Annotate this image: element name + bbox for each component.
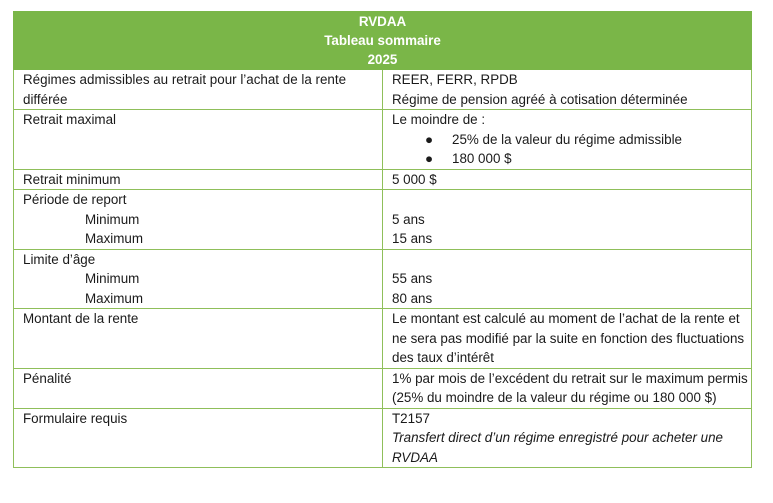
row-value: [383, 408, 752, 468]
table-row: [14, 249, 752, 309]
row-value: [383, 249, 752, 309]
row-label: Montant de la rente: [14, 309, 383, 369]
row-label: [14, 190, 383, 250]
age-min-label: Minimum: [85, 271, 140, 286]
row-value: [383, 70, 752, 110]
list-item-text: 25% de la valeur du régime admissible: [452, 131, 682, 147]
row-label: Régimes admissibles au retrait pour l’achat de la rente différée: [14, 70, 383, 110]
bullet-icon: ●: [425, 151, 434, 166]
table-header: [14, 12, 752, 70]
form-number: T2157: [392, 410, 430, 426]
row-value: Le montant est calculé au moment de l’achat de la rente et ne sera pas modifié par la suite en fonction des fluctuations des taux d’intérêt: [383, 309, 752, 369]
table-subtitle: Tableau sommaire: [324, 33, 441, 48]
table-row: [14, 309, 752, 369]
table-year: 2025: [367, 52, 398, 67]
summary-table: [13, 11, 752, 468]
table-row: [14, 70, 752, 110]
row-label: [14, 249, 383, 309]
row-value: [383, 110, 752, 170]
deferral-max-value: 15 ans: [392, 231, 433, 246]
table-row: [14, 110, 752, 170]
eligible-plans-line: REER, FERR, RPDB: [392, 72, 518, 87]
list-item-text: 180 000 $: [452, 151, 512, 166]
row-value: 5 000 $: [383, 169, 752, 190]
table-row: [14, 190, 752, 250]
list-item: [425, 149, 751, 169]
deferral-max-label: Maximum: [85, 231, 144, 246]
table-header-row: [14, 12, 752, 70]
row-value: [383, 190, 752, 250]
deferral-min-label: Minimum: [85, 211, 140, 227]
table-row: [14, 169, 752, 190]
age-min-value: 55 ans: [392, 271, 433, 286]
max-withdrawal-intro: Le moindre de :: [392, 112, 486, 127]
list-item: [425, 130, 751, 150]
max-withdrawal-list: [392, 130, 751, 169]
row-value: 1% par mois de l’excédent du retrait sur le maximum permis (25% du moindre de la valeur du régime ou 180 000 $): [383, 368, 752, 408]
age-limit-label: Limite d’âge: [23, 251, 96, 267]
form-description: Transfert direct d’un régime enregistré pour acheter une RVDAA: [392, 430, 723, 465]
table-title: RVDAA: [358, 14, 407, 29]
row-label: Pénalité: [14, 368, 383, 408]
age-max-label: Maximum: [85, 290, 144, 306]
row-label: Retrait minimum: [14, 169, 383, 190]
row-label: Formulaire requis: [14, 408, 383, 468]
row-label: Retrait maximal: [14, 110, 383, 170]
table-row: [14, 408, 752, 468]
age-max-value: 80 ans: [392, 290, 433, 306]
table-row: [14, 368, 752, 408]
eligible-plans-line: Régime de pension agréé à cotisation déterminée: [392, 91, 688, 107]
bullet-icon: ●: [425, 131, 434, 147]
deferral-label: Période de report: [23, 192, 127, 207]
deferral-min-value: 5 ans: [392, 211, 425, 227]
